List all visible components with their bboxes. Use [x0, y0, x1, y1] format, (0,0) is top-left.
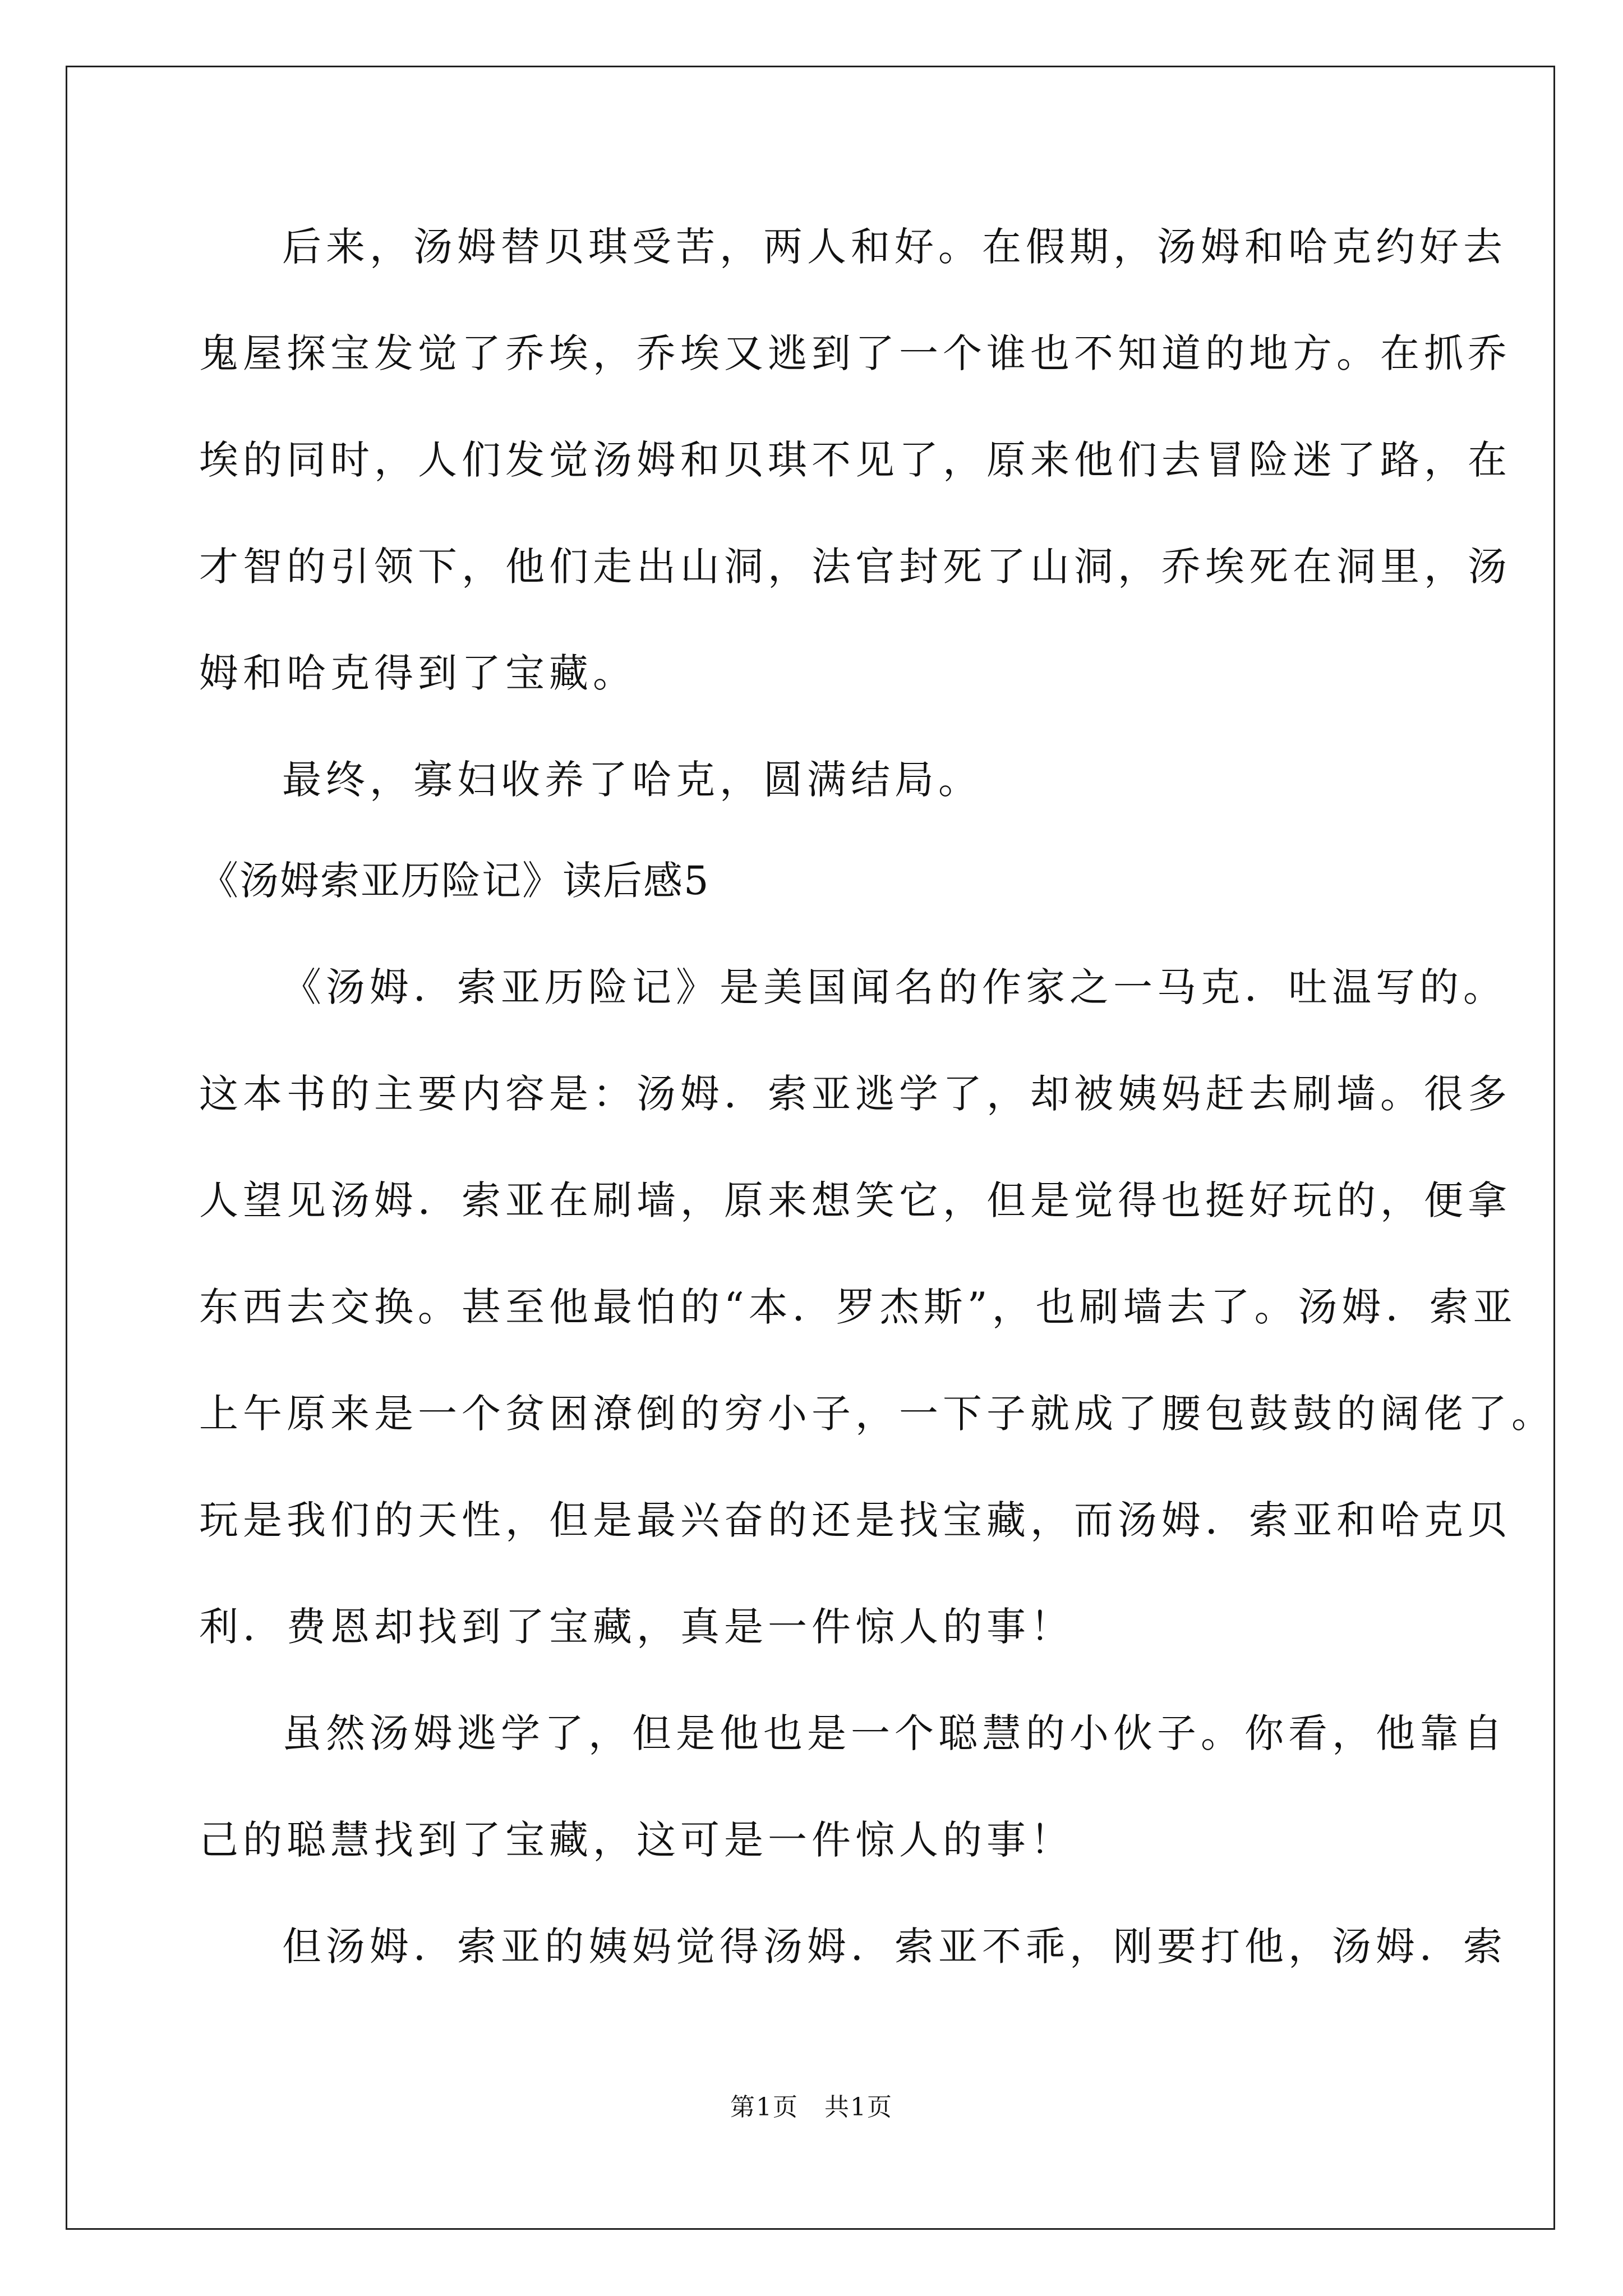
- text-line: 后来，汤姆替贝琪受苦，两人和好。在假期，汤姆和哈克约好去: [282, 224, 1507, 270]
- text-line: 姆和哈克得到了宝藏。: [199, 650, 637, 696]
- text-line: 东西去交换。甚至他最怕的“本．罗杰斯”，也刷墙去了。汤姆．索亚: [199, 1284, 1517, 1330]
- text-line: 埃的同时，人们发觉汤姆和贝琪不见了，原来他们去冒险迷了路，在: [199, 437, 1511, 483]
- text-line: 但汤姆．索亚的姨妈觉得汤姆．索亚不乖，刚要打他，汤姆．索: [282, 1924, 1507, 1970]
- text-line: 虽然汤姆逃学了，但是他也是一个聪慧的小伙子。你看，他靠自: [282, 1710, 1507, 1756]
- text-line: 这本书的主要内容是：汤姆．索亚逃学了，却被姨妈赶去刷墙。很多: [199, 1071, 1511, 1117]
- section-heading: 《汤姆索亚历险记》读后感5: [199, 858, 710, 904]
- text-line: 最终，寡妇收养了哈克，圆满结局。: [282, 757, 982, 803]
- text-line: 玩是我们的天性，但是最兴奋的还是找宝藏，而汤姆．索亚和哈克贝: [199, 1497, 1511, 1543]
- text-line: 《汤姆．索亚历险记》是美国闻名的作家之一马克．吐温写的。: [282, 964, 1507, 1010]
- text-line: 才智的引领下，他们走出山洞，法官封死了山洞，乔埃死在洞里，汤: [199, 544, 1511, 590]
- text-line: 人望见汤姆．索亚在刷墙，原来想笑它，但是觉得也挺好玩的，便拿: [199, 1177, 1511, 1223]
- page-number: 第1页 共1页: [730, 2093, 893, 2122]
- text-line: 己的聪慧找到了宝藏，这可是一件惊人的事！: [199, 1817, 1074, 1863]
- text-line: 鬼屋探宝发觉了乔埃，乔埃又逃到了一个谁也不知道的地方。在抓乔: [199, 330, 1511, 376]
- text-line: 上午原来是一个贫困潦倒的穷小子，一下子就成了腰包鼓鼓的阔佬了。: [199, 1391, 1555, 1437]
- page-border: [66, 66, 1555, 2230]
- text-line: 利．费恩却找到了宝藏，真是一件惊人的事！: [199, 1604, 1074, 1650]
